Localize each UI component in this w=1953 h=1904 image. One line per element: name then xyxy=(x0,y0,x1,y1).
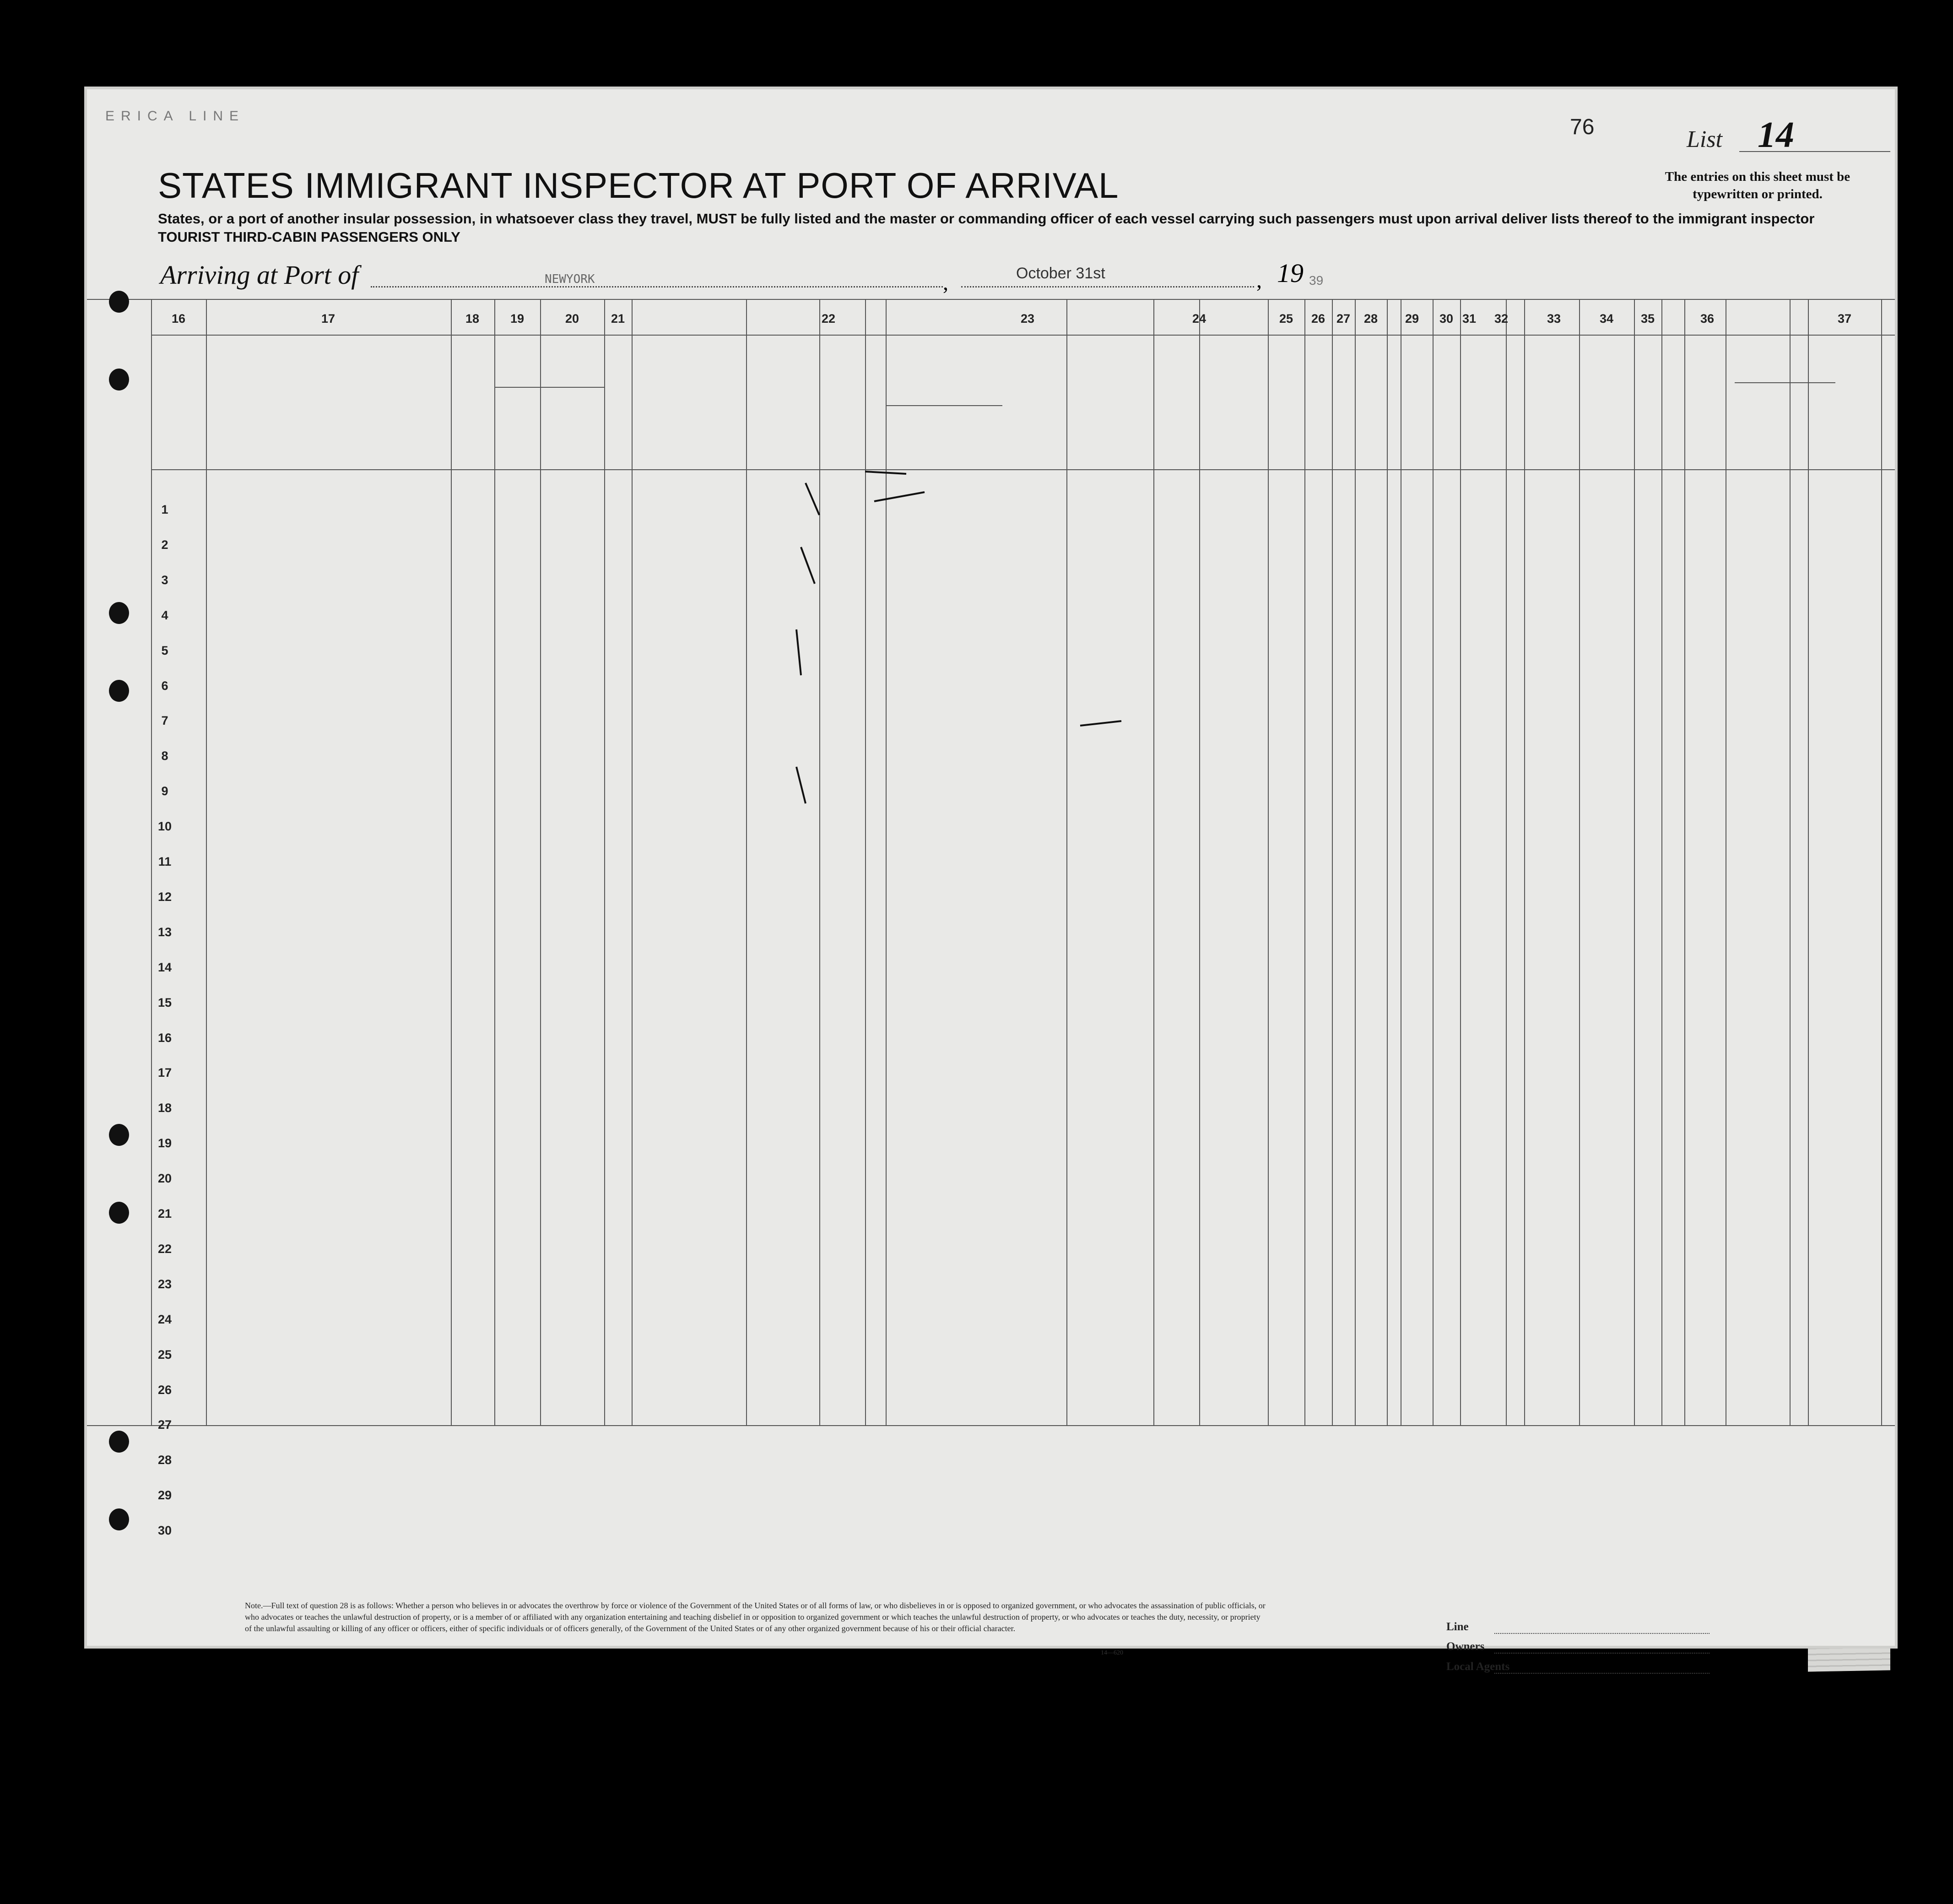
punch-hole xyxy=(109,1124,129,1146)
column-number: 28 xyxy=(1363,312,1378,325)
year-prefix: 19 xyxy=(1277,258,1304,288)
row-number: 30 xyxy=(157,1524,172,1537)
table-rule-vertical xyxy=(1579,299,1580,1425)
column-number: 30 xyxy=(1439,312,1454,325)
class-line: TOURIST THIRD-CABIN PASSENGERS ONLY xyxy=(158,229,460,245)
table-rule-vertical xyxy=(451,299,452,1425)
footer-agents-field xyxy=(1494,1673,1710,1674)
row-number: 16 xyxy=(157,1031,172,1045)
row-number: 14 xyxy=(157,960,172,974)
column-number: 37 xyxy=(1837,312,1852,325)
column-number: 29 xyxy=(1405,312,1419,325)
form-number: 14—620 xyxy=(1101,1649,1123,1656)
table-rule-vertical xyxy=(604,299,605,1425)
year-suffix: 39 xyxy=(1309,273,1324,287)
footer-owners-label: Owners xyxy=(1446,1640,1485,1653)
column-number: 34 xyxy=(1599,312,1614,325)
footnote-q28: Note.—Full text of question 28 is as follows: Whether a person who believes in or advocates the overthrow by force or violence of the Government of the United States or of all forms of law, or who disbelieves in or is opposed to organized government, or who advocates the assassination of public officials, or who advocates or teaches the unlawful destruction of property, or is a member of or affiliated with any organization entertaining and teaching disbelief in or opposition to organized government or which teaches the unlawful destruction of property, or who advocates or teaches the duty, necessity, or propriety of the unlawful assaulting or killing of any officer or officers, either of specific individuals or of officers generally, of the Government of the United States or of any other organized government because of his or their official character. xyxy=(245,1601,1266,1633)
row-number: 5 xyxy=(161,644,168,657)
row-number: 19 xyxy=(157,1136,172,1150)
table-rule-sub xyxy=(494,387,604,388)
punch-hole xyxy=(109,1431,129,1453)
column-number: 21 xyxy=(611,312,625,325)
entries-note: The entries on this sheet must be typewritten or printed. xyxy=(1665,169,1850,201)
port-value: NEWYORK xyxy=(545,272,595,286)
punch-hole xyxy=(109,680,129,702)
row-number: 9 xyxy=(161,784,168,798)
row-number: 11 xyxy=(158,855,172,868)
row-number: 4 xyxy=(161,608,168,622)
table-rule-vertical xyxy=(865,299,866,1425)
footer-agents-label: Local Agents xyxy=(1446,1660,1510,1673)
row-number: 13 xyxy=(157,925,172,939)
row-number: 8 xyxy=(161,749,168,763)
column-number: 33 xyxy=(1547,312,1561,325)
date-value: October 31st xyxy=(1016,265,1105,282)
table-rule-vertical xyxy=(1524,299,1525,1425)
column-number: 32 xyxy=(1494,312,1509,325)
punch-hole xyxy=(109,291,129,313)
row-number: 3 xyxy=(161,573,168,587)
column-number: 26 xyxy=(1311,312,1325,325)
table-rule-vertical xyxy=(1355,299,1356,1425)
row-number: 26 xyxy=(157,1383,172,1397)
table-rule-vertical xyxy=(632,299,633,1425)
row-number: 20 xyxy=(157,1172,172,1185)
column-number: 20 xyxy=(565,312,579,325)
footer-line-label: Line xyxy=(1446,1621,1469,1633)
table-rule-vertical xyxy=(819,299,820,1425)
punch-hole xyxy=(109,1202,129,1224)
row-number: 18 xyxy=(157,1101,172,1115)
handwritten-strokes xyxy=(87,89,1895,1646)
table-rule-vertical xyxy=(1268,299,1269,1425)
column-number: 19 xyxy=(510,312,525,325)
column-number: 24 xyxy=(1192,312,1206,325)
column-number: 17 xyxy=(321,312,335,325)
subtitle: States, or a port of another insular possession, in whatsoever class they travel, MUST be fully listed and the master or commanding officer of each vessel carrying such passengers must upon arrival deliver lists thereof to the immigrant inspector xyxy=(158,211,1815,227)
table-rule-colnums xyxy=(151,335,1895,336)
footer-line-field xyxy=(1494,1633,1710,1634)
row-number: 15 xyxy=(157,996,172,1009)
page-number: 76 xyxy=(1570,115,1595,139)
table-rule-vertical xyxy=(1460,299,1461,1425)
column-number: 18 xyxy=(465,312,480,325)
table-rule-vertical xyxy=(540,299,541,1425)
table-rule-vertical xyxy=(1387,299,1388,1425)
table-rule-vertical xyxy=(1153,299,1154,1425)
table-rule-bottom xyxy=(87,1425,1895,1426)
page-title: STATES IMMIGRANT INSPECTOR AT PORT OF ARRIVAL xyxy=(158,165,1119,206)
row-number: 12 xyxy=(157,890,172,904)
list-number: 14 xyxy=(1758,115,1794,155)
row-number: 23 xyxy=(157,1277,172,1291)
row-number: 28 xyxy=(157,1453,172,1467)
punch-hole xyxy=(109,369,129,391)
table-rule-sub xyxy=(1735,382,1835,383)
table-rule-vertical xyxy=(886,299,887,1425)
punch-hole xyxy=(109,1508,129,1530)
table-rule-vertical xyxy=(1433,299,1434,1425)
column-number: 27 xyxy=(1336,312,1351,325)
row-number: 27 xyxy=(157,1418,172,1432)
table-rule-vertical xyxy=(1881,299,1882,1425)
table-rule-vertical xyxy=(1066,299,1067,1425)
row-number: 10 xyxy=(157,819,172,833)
table-rule-vertical xyxy=(1634,299,1635,1425)
column-number: 35 xyxy=(1640,312,1655,325)
table-rule-vertical xyxy=(494,299,495,1425)
row-number: 17 xyxy=(157,1066,172,1079)
row-number: 2 xyxy=(161,538,168,552)
column-number: 16 xyxy=(171,312,186,325)
table-rule-vertical xyxy=(1790,299,1791,1425)
row-number: 7 xyxy=(161,714,168,727)
line-fragment: ERICA LINE xyxy=(105,108,245,124)
column-number: 25 xyxy=(1279,312,1293,325)
list-label: List xyxy=(1687,126,1723,152)
manifest-sheet: ERICA LINE 76 List 14 The entries on this sheet must be typewritten or printed. STATES IMMIGRANT INSPECTOR AT PORT OF ARRIVAL States, or a port of another insular possession, in whatsoever class they travel, MUST be fully listed and the master or commanding officer of each vessel carrying such passengers must upon arrival deliver lists thereof to the immigrant inspector TOURIST THIRD-CABIN PASSENGERS ONLY Arriving at Port of NEWYORK , October 31st , 19 39 16 17 18 19 20 21 22 23 24 25 26 27 28 29 30 31 32 33 34 35 36 37 1 2 3 4 5 6 7 8 9 10 11 12 13 14 15 16 17 18 19 20 21 22 23 24 25 26 27 28 29 30 Note.—Full text of question 28 is as follows: Whether a person who believes in or advocates the overthrow by force or violence of the Government of the United States or of all forms of law, or who disbelieves in or is opposed to organized government, or who advocates the assassination of public officials, or who advocates or teaches the unlawful destruction of property, or is a member of or affiliated with any organization entertaining and teaching disbelief in or opposition to organized government or which teaches the unlawful destruction of property, or who advocates or teaches the duty, necessity, or propriety of the unlawful assaulting or killing of any officer or officers, either of specific individuals or of officers generally, of the Government of the United States or of any other organized government because of his or their official character. 14—620 Line Owners Local Agents xyxy=(87,89,1895,1646)
table-rule-vertical xyxy=(1661,299,1662,1425)
table-rule-vertical xyxy=(1506,299,1507,1425)
arriving-label: Arriving at Port of xyxy=(160,260,359,290)
row-number: 1 xyxy=(161,503,168,516)
table-rule-vertical xyxy=(1304,299,1305,1425)
table-rule-sub xyxy=(886,405,1002,406)
footer-owners-field xyxy=(1494,1653,1710,1654)
row-number: 24 xyxy=(157,1313,172,1326)
table-rule-vertical xyxy=(1199,299,1200,1425)
row-number: 22 xyxy=(157,1242,172,1256)
table-rule-top xyxy=(87,299,1895,300)
row-number: 21 xyxy=(157,1207,172,1221)
table-rule-vertical xyxy=(1808,299,1809,1425)
row-number: 29 xyxy=(157,1488,172,1502)
table-rule-vertical xyxy=(746,299,747,1425)
manifest-table xyxy=(87,89,1895,1646)
column-number: 36 xyxy=(1700,312,1715,325)
column-number: 23 xyxy=(1020,312,1035,325)
punch-hole xyxy=(109,602,129,624)
table-rule-header-bottom xyxy=(151,469,1895,470)
row-number: 25 xyxy=(157,1348,172,1362)
table-rule-vertical xyxy=(1684,299,1685,1425)
row-number: 6 xyxy=(161,679,168,693)
table-rule-vertical xyxy=(206,299,207,1425)
column-number: 31 xyxy=(1462,312,1477,325)
table-rule-vertical xyxy=(1332,299,1333,1425)
column-number: 22 xyxy=(821,312,836,325)
